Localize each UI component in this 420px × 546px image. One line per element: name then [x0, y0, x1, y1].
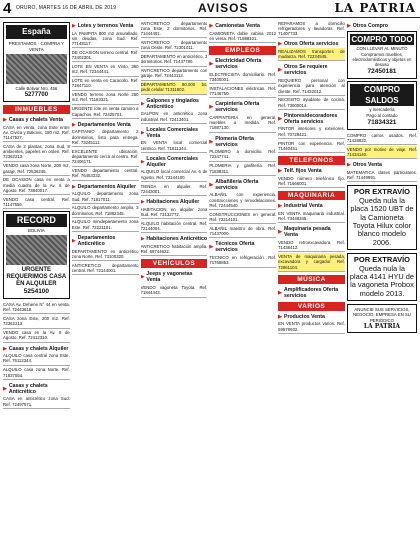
classified-ad: ELECTRICISTA domiciliario. Ref. 73400001. — [209, 71, 276, 84]
classified-ad: COMPRO carros usados. Ref. 71428832. — [347, 132, 417, 145]
classified-ad: EN VENTA maquinaria industrial. Ref. 73448345. — [278, 210, 345, 223]
category-heading — [72, 23, 139, 29]
classified-ad: EN VENTA local comercial céntrico. Ref. 71811344. — [141, 140, 208, 153]
display-ad-subtitle: y mercadería — [369, 107, 395, 112]
newspaper-brand: LA PATRIA — [334, 1, 416, 15]
classified-ad: ANTICRETICO departamento central. Ref. 72144001. — [72, 262, 139, 275]
category-label: Departamentos Venta — [77, 121, 131, 128]
arrow-icon: ▶ — [3, 345, 7, 352]
section-banner: VARIOS — [278, 302, 345, 311]
category-heading — [278, 287, 345, 299]
classified-ad: CASA de 2 plantas, zona Sud, 8 ambientes, papeles en orden. Ref. 72362213. — [3, 143, 70, 161]
arrow-icon: ▶ — [71, 23, 76, 29]
arrow-icon: ▶ — [278, 289, 282, 296]
classified-ad: ALQUILO minidepartamento zona Este. Ref. 72221101. — [72, 219, 139, 232]
display-ad-saldos — [347, 81, 417, 130]
classified-ad: ALQUILO local comercial Av. 6 de Agosto. Ref. 73144100. — [141, 169, 208, 182]
section-banner: VEHÍCULOS — [141, 259, 208, 268]
classified-ad: CAMIONETA doble cabina 2012 en venta. Ref. 71888101. — [209, 30, 276, 43]
classified-ad: INSTALACIONES eléctricas. Ref. 77146750. — [209, 85, 276, 98]
classified-ad: CAPITANIO departamento 2 dormitorios, listo para entrega. Ref. 73245111. — [72, 129, 139, 147]
category-label: Otros Se requiere servicios — [283, 64, 328, 77]
category-heading — [141, 156, 208, 168]
category-label: Industrial Venta — [283, 203, 323, 210]
category-heading — [141, 98, 208, 110]
section-banner: TELEFONOS — [278, 156, 345, 165]
classified-ad: ANTICRETICO departamento zona Oeste. Ref. 72301011. — [141, 39, 208, 52]
classified-ad: REPARAMOS a domicilio refrigeradores y lavadoras. Ref. 71407733. — [278, 20, 345, 38]
display-ad-title: España — [6, 25, 67, 39]
lost-plate-notice — [347, 253, 417, 301]
classified-ad: DEPARTAMENTO 80.000 bs. pedir celular 71311802. — [141, 82, 208, 95]
category-heading — [347, 23, 417, 29]
classified-ad: CASA en anticrético zona Sud. Ref. 72497571. — [3, 396, 70, 409]
category-label: Casas y chalets Anticrético — [8, 382, 48, 395]
category-heading — [278, 226, 345, 238]
classified-ad: CASA en venta, zona Este entre Av. Cívica y Bakovic, 180 m2. Ref. 71147527. — [3, 124, 70, 142]
category-heading — [141, 236, 208, 242]
category-label: Galpones y tinglados Anticrético — [146, 97, 199, 110]
category-heading — [347, 162, 417, 168]
arrow-icon: ▶ — [209, 61, 214, 68]
display-ad-title: COMPRO TODO — [351, 35, 413, 44]
category-label: Habitaciones Anticrético — [146, 236, 208, 243]
arrow-icon: ▶ — [346, 23, 351, 29]
ad-photo — [6, 54, 67, 84]
column-2 — [72, 20, 139, 542]
classified-ad: REALIZAMOS transportes de mudanza. Ref. 72234545. — [278, 48, 345, 61]
category-label: Departamentos Anticrético — [77, 235, 116, 248]
category-heading — [278, 41, 345, 47]
category-heading — [209, 23, 276, 29]
classified-ad: CARPINTERIA en general, muebles a medida. Ref. 71887130. — [209, 114, 276, 132]
category-label: Albañilería Oferta servicios — [215, 178, 259, 191]
columns-container — [3, 20, 417, 542]
arrow-icon: ▶ — [209, 23, 214, 29]
arrow-icon: ▶ — [140, 236, 145, 243]
arrow-icon: ▶ — [3, 117, 7, 123]
category-heading — [3, 346, 70, 352]
arrow-icon: ▶ — [140, 129, 145, 136]
classified-ad: ANTICRETICO departamento zona Este, 2 dormitorios. Ref. 71444401. — [141, 20, 208, 38]
category-heading — [72, 235, 139, 247]
arrow-icon: ▶ — [71, 238, 76, 245]
classified-ad: ANTICRETICO departamento con garaje. Ref. 72443112. — [141, 68, 208, 81]
display-ad-phone: 71834321 — [367, 119, 397, 126]
lost-plate-notice — [347, 185, 417, 250]
section-banner: MÚSICA — [278, 275, 345, 284]
notice-body: Queda nula la placa 1520 UBT de la Camioneta Toyota Hilux color blanco modelo 2006. — [350, 195, 414, 247]
category-label: Casas y chalets Alquiler — [8, 345, 69, 352]
classified-ad: VENDO casa en la Av. 6 de Agosto. Ref. 72412310. — [3, 330, 70, 343]
arrow-icon: ▶ — [278, 168, 282, 175]
display-ad-phone: 5277700 — [24, 92, 49, 98]
display-ad-body: Compramos muebles, electrodomésticos y objetos en desuso — [352, 52, 412, 67]
category-label: Otros Compro — [352, 23, 388, 29]
notice-body: Queda nula la placa 4141 HYU de la vagoneta Probox modelo 2013. — [349, 263, 415, 298]
classified-ad: ALBAÑIL con experiencia, construcciones y remodelaciones. Ref. 72444540. — [209, 192, 276, 210]
arrow-icon: ▶ — [3, 385, 7, 392]
classified-ad: TIENDA en alquiler. Ref. 72443001. — [141, 183, 208, 196]
arrow-icon: ▶ — [209, 138, 214, 145]
display-ad-record — [3, 211, 70, 299]
category-label: Camionetas Venta — [215, 23, 260, 29]
classified-ad: PLOMERIA y gasfitería. Ref. 71838311. — [209, 163, 276, 176]
column-6 — [347, 20, 417, 542]
classified-ad: DE OCASION terreno central. Ref. 73402301. — [72, 49, 139, 62]
category-label: Electricidad Oferta servicios — [215, 58, 262, 71]
notice-title: POR EXTRAVÍO — [353, 187, 411, 197]
column-3 — [141, 20, 208, 542]
category-label: Locales Comerciales Venta — [146, 126, 199, 139]
page-header — [0, 0, 420, 18]
display-ad-subtitle: CON LLEVAR AL MINUTO — [356, 46, 408, 51]
category-heading — [278, 113, 345, 125]
classified-ad: VENDO departamento central. Ref. 76453332. — [72, 168, 139, 181]
classified-ad: VENDO casa zona Norte, 200 m2, garaje. Ref. 72536245. — [3, 163, 70, 176]
classified-ad: ANTICRETICO habitación amplia. Ref. 69744622. — [141, 243, 208, 256]
display-ad-subtitle: BOLIVIA — [28, 228, 45, 234]
classified-ad: VENDO número telefónico fijo. Ref. 71666001. — [278, 175, 345, 188]
category-heading — [209, 101, 276, 113]
display-ad-body: Pago al contado — [366, 113, 398, 118]
category-heading — [141, 127, 208, 139]
category-label: Otros Venta — [352, 162, 382, 169]
classified-ad: VENDO retroexcavadora. Ref. 71438412. — [278, 239, 345, 252]
notice-title: POR EXTRAVÍO — [353, 255, 411, 265]
arrow-icon: ▶ — [346, 162, 351, 169]
category-label: Carpintería Oferta servicios — [215, 101, 260, 114]
section-banner: MAQUINARIA — [278, 191, 345, 200]
classified-ad: EXCELENTE ubicación, departamento cerca al centro. Ref. 72406171. — [72, 148, 139, 166]
classified-ad: DE OCASION casa en venta a media cuadra de la Av. 6 de Agosto. Ref. 73840017. — [3, 177, 70, 195]
section-banner: EMPLEOS — [209, 46, 276, 55]
classified-ad: CASA Av. Dehene N° 44 en venta. Ref. 72443618. — [3, 301, 70, 314]
classified-ad: TECNICO en refrigeración. Ref. 71768853. — [209, 254, 276, 267]
classified-ad: VENDO por motivo de viaje. Ref. 71434140. — [347, 146, 417, 159]
arrow-icon: ▶ — [278, 115, 282, 122]
classified-ad: MATEMATICA clases particulares. Ref. 71449991. — [347, 169, 417, 182]
classified-ad: DEPARTAMENTO en anticrético zona Norte. Ref. 73100320. — [72, 248, 139, 261]
category-label: Técnicos Oferta servicios — [215, 241, 255, 254]
category-heading — [72, 184, 139, 190]
classified-ad: NECESITO ayudante de cocina. Ref. 73000014. — [278, 97, 345, 110]
category-heading — [3, 383, 70, 395]
category-heading — [141, 199, 208, 205]
category-label: Otros Oferta servicios — [283, 41, 339, 48]
category-label: Pintores/decoradores Oferta servicios — [283, 112, 338, 125]
promo-text: ANUNCIE SUS SERVICIOS, NEGOCIO, EMPRESA EN SU PERIODICO — [353, 307, 411, 323]
column-4 — [209, 20, 276, 542]
display-ad-phone: 72450181 — [367, 68, 397, 75]
column-5 — [278, 20, 345, 542]
classified-ad: URGENTE lote en venta camino a Capachos. Ref. 72425701. — [72, 106, 139, 119]
classified-ad: LOTE en venta en Caracollo. Ref. 71847110. — [72, 78, 139, 91]
classified-ad: VENDO terreno zona Norte 250 m2. Ref. 71163321. — [72, 92, 139, 105]
category-label: Lotes y terrenos Venta — [77, 23, 134, 29]
category-heading — [209, 58, 276, 70]
arrow-icon: ▶ — [140, 274, 145, 281]
column-1 — [3, 20, 70, 542]
arrow-icon: ▶ — [209, 104, 214, 111]
category-label: Casas y chalets Venta — [8, 117, 64, 123]
category-heading — [278, 168, 345, 174]
classified-ad: VENDO casa central, Ref. 71147556. — [3, 196, 70, 209]
classified-ad: LA PAMPITA 800 m2 amurallado, sin deudas, zona Sud. Ref. 77148117. — [72, 30, 139, 48]
arrow-icon: ▶ — [278, 313, 282, 320]
section-banner: INMUEBLES — [3, 105, 70, 114]
promo-box — [347, 304, 417, 333]
classified-ad: ALQUILO casa zona Norte. Ref. 71837554. — [3, 367, 70, 380]
category-label: Habitaciones Alquiler — [146, 199, 200, 206]
display-ad-phone: 5254100 — [23, 288, 50, 296]
arrow-icon: ▶ — [278, 229, 282, 236]
issue-date: ORURO, MARTES 16 DE ABRIL DE 2019 — [16, 5, 117, 11]
category-heading — [209, 179, 276, 191]
classified-ad: ALQUILO departamento zona Sud. Ref. 71817011. — [72, 191, 139, 204]
category-heading — [209, 241, 276, 253]
category-label: Productos Venta — [283, 313, 325, 320]
arrow-icon: ▶ — [140, 100, 145, 107]
classified-ad: EN VENTA productos varios. Ref. 69578932. — [278, 321, 345, 334]
classified-ad: VENTA de maquinaria pesada, excavadora y cargador. Ref. 72861104. — [278, 253, 345, 271]
page-number: 4 — [3, 0, 12, 17]
category-heading — [72, 122, 139, 128]
display-ad-subtitle: PRESTAMOS · COMPRA Y VENTA — [8, 41, 65, 52]
arrow-icon: ▶ — [71, 121, 76, 128]
classified-ad: PLOMERO a domicilio. Ref. 72347741. — [209, 149, 276, 162]
classified-ad: DEPARTAMENTO en anticrético, 3 dormitorios. Ref. 71437780. — [141, 53, 208, 66]
promo-brand: LA PATRIA — [363, 322, 401, 330]
display-ad-body: URGENTE REQUERIMOS CASA EN ALQUILER — [6, 267, 67, 288]
display-ad-title: COMPRO SALDOS — [350, 84, 414, 106]
classified-ad: PINTOR con experiencia. Ref. 71440451. — [278, 140, 345, 153]
category-heading — [278, 314, 345, 320]
classified-ad: CONSTRUCCIONES en general. Ref. 73214101. — [209, 211, 276, 224]
category-heading — [141, 271, 208, 283]
category-heading — [209, 136, 276, 148]
category-label: Locales Comerciales Alquiler — [146, 155, 199, 168]
classified-ad: LOTE EN VENTA en Vinto, 360 m2. Ref. 72344441. — [72, 63, 139, 76]
category-label: Departamentos Alquiler — [77, 183, 136, 190]
classified-ad: GALPON en anticrético zona industrial. Ref. 72413401. — [141, 111, 208, 124]
display-ad-title: RECORD — [6, 214, 67, 227]
classified-ad: ALQUILO departamento amplio, 3 dormitorios. Ref. 71882345. — [72, 205, 139, 218]
section-title: AVISOS — [198, 1, 249, 15]
arrow-icon: ▶ — [140, 199, 145, 206]
category-label: Plomería Oferta servicios — [215, 135, 254, 148]
arrow-icon: ▶ — [209, 181, 214, 188]
classified-ad: HABITACION en alquiler zona Sud. Ref. 73132772. — [141, 206, 208, 219]
arrow-icon: ▶ — [71, 183, 76, 190]
classified-ad: ALQUILO habitación central. Ref. 72144004. — [141, 220, 208, 233]
classified-ad: CASA zona Este, 200 m2. Ref. 72362213. — [3, 315, 70, 328]
category-label: Jeeps y vagonetas Venta — [146, 271, 193, 284]
arrow-icon: ▶ — [140, 158, 145, 165]
category-label: Maquinaria pesada Venta — [283, 226, 331, 239]
classified-ad: ALQUILO casa central zona Este. Ref. 76112344. — [3, 353, 70, 366]
display-ad-compro — [347, 31, 417, 79]
arrow-icon: ▶ — [278, 203, 282, 210]
ad-photo — [6, 235, 67, 265]
arrow-icon: ▶ — [278, 67, 282, 74]
classified-ad: VENDO vagoneta Toyota. Ref. 71844443. — [141, 284, 208, 297]
arrow-icon: ▶ — [209, 244, 214, 251]
category-label: Amplificadores Oferta servicios — [283, 286, 339, 299]
display-ad-body: Calle Bolivar Nro. 456 — [15, 86, 58, 91]
category-heading — [3, 117, 70, 123]
classified-ad: PINTOR interiores y exteriores. Ref. 70728421. — [278, 126, 345, 139]
display-ad-espana — [3, 22, 70, 102]
category-heading — [278, 203, 345, 209]
classified-ad: ALBAÑIL maestro de obra. Ref. 71437000. — [209, 225, 276, 238]
category-label: Telf. fijos Venta — [283, 168, 322, 175]
arrow-icon: ▶ — [278, 41, 282, 48]
classified-ad: REQUIERO personal con experiencia para atención al cliente. Ref. 71432012. — [278, 77, 345, 95]
category-heading — [278, 64, 345, 76]
